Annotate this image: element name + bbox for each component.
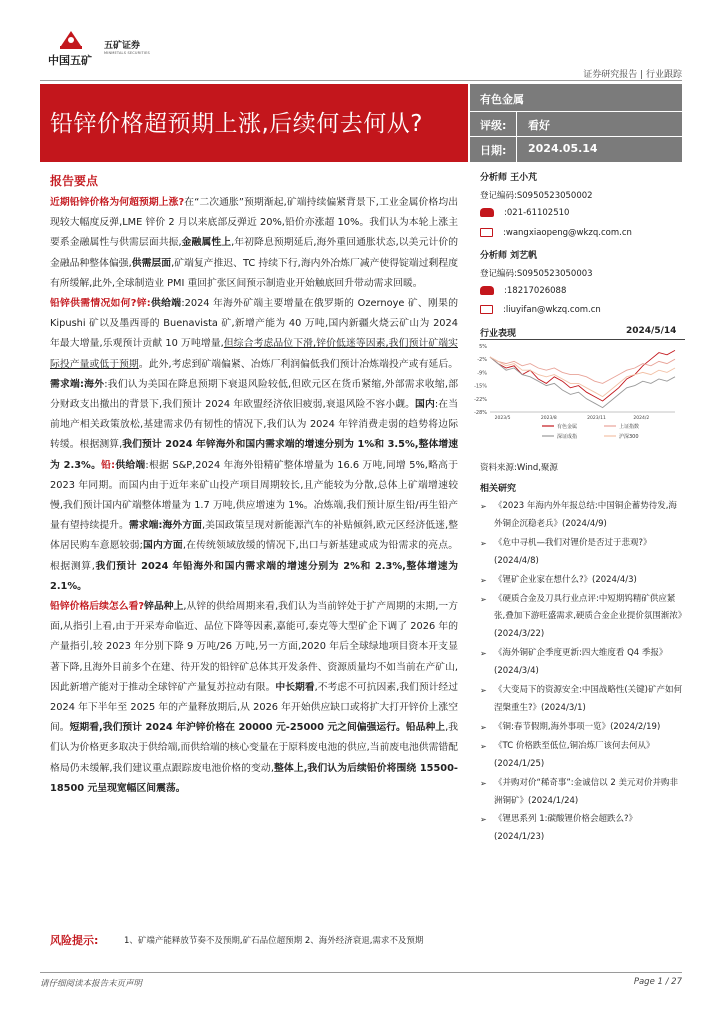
date-label: 日期: — [480, 144, 507, 157]
y-tick-label: -28% — [474, 410, 487, 416]
legend-label: 深证成指 — [557, 434, 578, 440]
related-research-title: 相关研究 — [480, 484, 517, 494]
body-text: 。此外,考虑到矿端偏紧、冶炼厂利润偏低我们预计冶炼端投产或有延后。 — [138, 358, 458, 370]
body-text: 在“二次通胀”预期渐起,矿端持续偏紧背景下,工业金属价格均出现较大幅度反弹,LME 锌价 2 月以来底部反弹近 20%,铅价亦涨超 10%。我们认为本轮上涨主要系金融属性与供需层面共振, — [50, 197, 458, 249]
bold-text: 供给端 — [115, 459, 146, 471]
body-text: :2024 年海外矿端主要增量在俄罗斯的 Ozernoye 矿、刚果的 Kipushi 矿以及墨西哥的 Buenavista 矿,新增产能为 40 万吨,国内新疆火烧云矿山为 2024 年最大增量,乐观预计贡献 10 万吨增量, — [50, 298, 458, 350]
phone-icon — [480, 208, 494, 217]
related-research-item[interactable]: ➢ 《锂矿企业家在想什么?》(2024/4/3) — [480, 572, 685, 590]
email-icon — [480, 305, 493, 314]
y-tick-label: -22% — [474, 396, 487, 403]
related-research-item[interactable]: ➢ 《2023 年海内外年报总结:中国铜企蓄势待发,海外铜企沉稳老兵》(2024/4/9) — [480, 498, 685, 534]
question-text: 铅: — [101, 459, 116, 471]
body-text: ,我们认为价格更多取决于供给端,而供给端的核心变量在于原料废电池的供应,当前废电池供需错配格局仍未缓解,我们建议重点跟踪废电池价格的变动, — [50, 722, 459, 774]
question-text: 铅锌供需情况如何?锌: — [50, 298, 151, 310]
body-text: :我们认为美国在降息预期下衰退风险较低,但欧元区在货币紧缩,外部需求收缩,部分财政支出撤出的背景下,我们预计 2024 年欧盟经济依旧疲弱,衰退风险不容小觑。 — [50, 378, 458, 411]
risk-text: 1、矿端产能释放节奏不及预期,矿石品位超预期 2、海外经济衰退,需求不及预期 — [124, 936, 424, 946]
report-title: 铅锌价格超预期上涨,后续何去何从? — [50, 111, 424, 137]
analyst-reg: 登记编码:S0950523050002 — [480, 191, 593, 201]
bold-text: 供给端 — [150, 298, 182, 310]
x-tick-label: 2023/8 — [540, 416, 557, 421]
x-tick-label: 2023/5 — [494, 416, 511, 421]
bold-text: 国内 — [415, 399, 435, 411]
body-text: ,在传统领域放缓的情况下,出口与新基建或成为铅需求的亮点。根据测算, — [50, 540, 459, 572]
question-text: 近期铅锌价格为何超预期上涨? — [50, 197, 185, 208]
body-text: ,从锌的供给周期来看,我们认为当前锌处于扩产周期的末期,一方面,从指引上看,由于开采寿命临近、品位下降等因素,嘉能可,泰克等大型矿企下调了 2026 年的产量指引,较 2023 年分别下降 9 万吨/26 万吨,另一方面,2020 年后全球绿地项目资本开支显著下降,且海外目前多个在建、待开发的铅锌矿总体其开发条件、资源质量均不如当前在产矿山,因此新增产能对于推动全球锌矿产量复苏拉动有限。 — [50, 601, 459, 693]
rating-label: 评级: — [480, 119, 507, 132]
paragraph-outlook — [50, 597, 458, 799]
header-divider — [40, 80, 682, 81]
underlined-text: 但综合考虑品位下滑,锌价低迷等因素,我们预计矿端实际投产量或低于预期 — [50, 338, 458, 370]
body-text: ,矿端复产推迟、TC 持续下行,海内外冶炼厂减产使得锭端过剩程度有所缓解,此外,全球制造业 PMI 重回扩张区间预示制造业开始触底回升带动需求回暖。 — [50, 257, 459, 289]
sector-label: 有色金属 — [480, 93, 524, 106]
rating-value: 看好 — [528, 119, 550, 132]
analyst-phone: :18217026088 — [480, 286, 566, 296]
email-address[interactable]: liuyifan@wkzq.com.cn — [505, 305, 601, 315]
analyst-name: 分析师 王小芃 — [480, 173, 538, 183]
broker-logo-text: 五矿证券 — [104, 41, 141, 51]
date-value: 2024.05.14 — [528, 142, 598, 155]
panel-divider — [470, 136, 682, 137]
broker-logo-en: MINMETALS SECURITIES — [104, 51, 150, 55]
industry-performance-chart — [470, 340, 685, 455]
cmn-logo-icon — [58, 28, 84, 50]
related-research-item[interactable]: ➢ 《硬质合金及刀具行业点评:中短期钨精矿供应紧张,叠加下游旺盛需求,硬质合金企业提价氛围渐浓》(2024/3/22) — [480, 591, 685, 645]
paragraph-why-rise — [50, 193, 458, 294]
rating-panel — [470, 84, 682, 162]
report-summary — [50, 193, 458, 799]
chart-source: 资料来源:Wind,聚源 — [480, 463, 558, 473]
bold-text: 需求端:海外 — [50, 378, 105, 390]
related-research-item[interactable]: ➢ 《海外铜矿企季度更新:四大维度看 Q4 季报》(2024/3/4) — [480, 645, 685, 681]
related-research-list — [480, 498, 685, 848]
related-research-item[interactable]: ➢ 《铜:春节假期,海外事项一览》(2024/2/19) — [480, 719, 685, 737]
y-tick-label: -15% — [474, 383, 487, 390]
bold-text: 需求端:海外方面 — [128, 520, 202, 532]
footer-disclaimer: 请仔细阅读本报告末页声明 — [40, 979, 143, 989]
related-research-item[interactable]: ➢ 《锂思系列 1:碳酸锂价格会超跌么?》(2024/1/23) — [480, 811, 685, 847]
question-text: 铅锌价格后续怎么看? — [50, 601, 145, 613]
phone-icon — [480, 286, 494, 295]
related-research-item[interactable]: ➢ 《TC 价格跌至低位,铜冶炼厂该何去何从》(2024/1/25) — [480, 738, 685, 774]
phone-number: 18217026088 — [506, 286, 567, 296]
bold-text: 金融属性上 — [181, 237, 232, 249]
related-research-item[interactable]: ➢ 《危中寻机—我们对锂价是否过于悲观?》(2024/4/8) — [480, 535, 685, 571]
chart-date: 2024/5/14 — [626, 326, 677, 336]
x-tick-label: 2024/2 — [633, 416, 650, 421]
chart-title: 行业表现 — [480, 329, 517, 339]
paragraph-supply-demand — [50, 294, 458, 597]
y-tick-label: -9% — [477, 370, 487, 377]
report-type: 证券研究报告 | 行业跟踪 — [583, 70, 682, 80]
analyst-email[interactable]: :wangxiaopeng@wkzq.com.cn — [480, 228, 632, 238]
analyst-reg: 登记编码:S0950523050003 — [480, 269, 593, 279]
body-text: ,不考虑不可抗因素,我们预计经过 2024 年下半年至 2025 年的产量释放期后,从 2026 年开始供应缺口或将扩大打开锌价上涨空间。 — [50, 681, 459, 734]
x-tick-label: 2023/11 — [587, 416, 606, 421]
analyst-email[interactable]: :liuyifan@wkzq.com.cn — [480, 305, 601, 315]
related-research-item[interactable]: ➢ 《大变局下的资源安全:中国战略性(关键)矿产如何涅槃重生?》(2024/3/1) — [480, 682, 685, 718]
analyst-phone: :021-61102510 — [480, 208, 569, 218]
bold-text: 国内方面 — [142, 540, 183, 552]
legend-label: 上证指数 — [619, 424, 640, 430]
company-logo-text: 中国五矿 — [48, 54, 92, 67]
related-research-item[interactable]: ➢ 《并购对价“稀奇事”:金诚信以 2 美元对价并购非洲铜矿》(2024/1/24) — [480, 775, 685, 811]
bold-text: 我们预计 2024 年锌海外和国内需求端的增速分别为 1%和 3.5%,整体增速为 2.3%。 — [50, 439, 458, 471]
body-text: :根据 S&P,2024 年海外铅精矿整体增量为 16.6 万吨,同增 5%,略高于 2023 年同期。而国内由于近年来矿山投产项目周期较长,且产能较为分散,总体上矿端增速较慢,我们预计国内矿端整体增量为 1.7 万吨,供应增速为 1%。冶炼端,我们预计原生铅/再生铅产量有望持续提升。 — [50, 459, 458, 532]
email-address[interactable]: wangxiaopeng@wkzq.com.cn — [505, 228, 632, 238]
y-tick-label: 5% — [479, 344, 487, 350]
legend-label: 有色金属 — [557, 424, 578, 430]
bold-text: 锌品种上 — [144, 601, 184, 613]
email-icon — [480, 228, 493, 237]
footer-divider — [40, 972, 682, 973]
body-text: ,年初降息预期延后,海外重回通胀状态,以美元计价的金融品种整体偏强, — [50, 237, 459, 269]
page-number: Page 1 / 27 — [633, 977, 682, 987]
bold-text: 整体上,我们认为后续铅价将围绕 15500-18500 元呈现宽幅区间震荡。 — [50, 762, 458, 794]
analyst-name: 分析师 刘艺帆 — [480, 251, 538, 261]
section-title: 报告要点 — [50, 174, 99, 188]
panel-divider — [470, 111, 682, 112]
phone-number: 021-61102510 — [506, 208, 570, 218]
bold-text: 我们预计 2024 年铅海外和国内需求端的增速分别为 2%和 2.3%,整体增速为 2.1%。 — [50, 560, 458, 592]
bold-text: 铅品种上 — [405, 722, 446, 734]
y-tick-label: -2% — [477, 357, 487, 364]
bold-text: 供需层面 — [131, 257, 172, 269]
legend-label: 沪深300 — [619, 434, 639, 440]
body-text: ,美国政策呈现对新能源汽车的补贴倾斜,欧元区经济低迷,整体居民购车意愿较弱; — [50, 520, 459, 552]
risk-label: 风险提示: — [50, 934, 99, 947]
bold-text: 短期看,我们预计 2024 年沪锌价格在 20000 元-25000 元之间偏强运行。 — [69, 722, 406, 734]
body-text: :在当前地产相关政策放松,基建需求仍有韧性的情况下,我们认为 2024 年锌消费走弱的趋势将边际转缓。根据测算, — [50, 399, 459, 451]
bold-text: 中长期看 — [275, 681, 315, 693]
panel-vdivider — [516, 111, 517, 162]
